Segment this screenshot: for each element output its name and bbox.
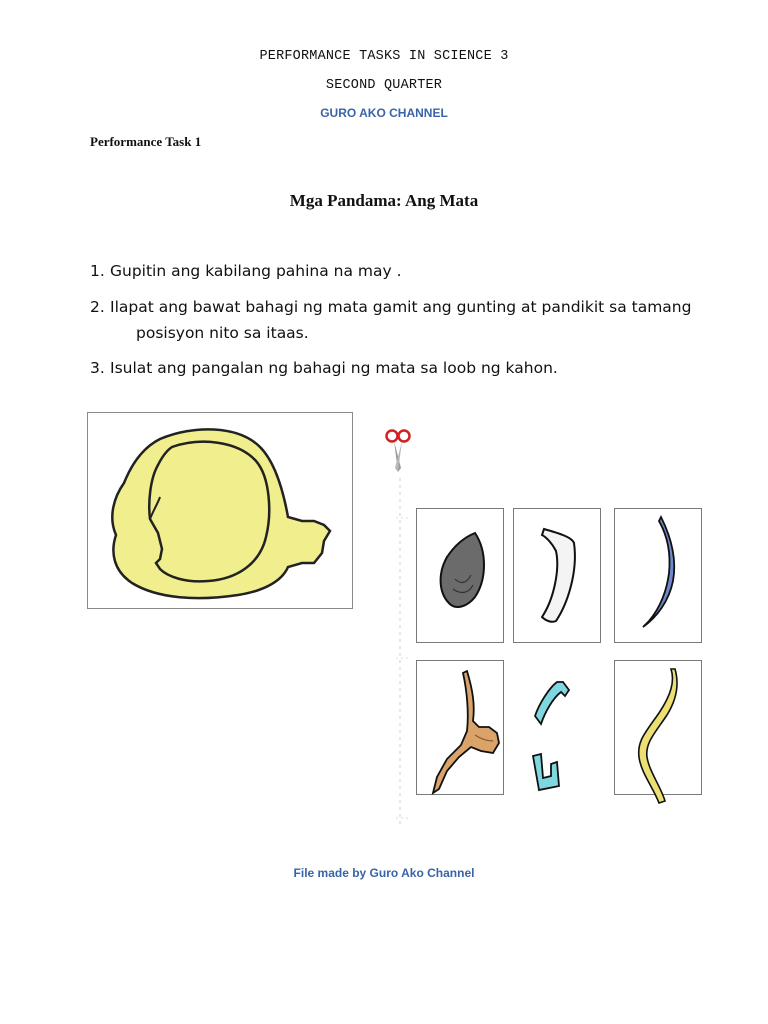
choroid-shape [615,509,703,644]
cutout-cornea-iris [513,660,601,795]
scissors-icon [384,428,412,479]
eyeball-outline-illustration [88,413,352,608]
quarter-label: SECOND QUARTER [325,78,443,93]
instruction-number: 1. [90,262,105,280]
channel-name: GURO AKO CHANNEL [320,106,448,120]
cutout-choroid [614,508,702,643]
eye-diagram-box [87,412,353,609]
instruction-text: Gupitin ang kabilang pahina na may . [110,262,402,280]
optic-nerve-shape [615,661,703,811]
instruction-number: 3. [90,359,105,377]
instruction-2 [90,298,691,316]
cornea-iris-shapes [513,660,601,810]
instruction-3 [90,359,558,377]
cutout-optic-nerve [614,660,702,795]
document-title: PERFORMANCE TASKS IN SCIENCE 3 [259,49,509,64]
instruction-2-continued: posisyon nito sa itaas. [136,324,309,342]
footer-credit: File made by Guro Ako Channel [293,866,475,880]
instruction-text: Ilapat ang bawat bahagi ng mata gamit ang gunting at pandikit sa tamang [110,298,692,316]
page-subtitle: Mga Pandama: Ang Mata [289,191,479,210]
cutout-muscle [416,660,504,795]
cutout-lens [416,508,504,643]
lens-shape [417,509,505,644]
sclera-shape [514,509,602,644]
instruction-1 [90,262,402,280]
task-label: Performance Task 1 [90,134,202,149]
cutout-sclera [513,508,601,643]
muscle-shape [417,661,505,811]
instruction-number: 2. [90,298,105,316]
instruction-text: Isulat ang pangalan ng bahagi ng mata sa loob ng kahon. [110,359,558,377]
